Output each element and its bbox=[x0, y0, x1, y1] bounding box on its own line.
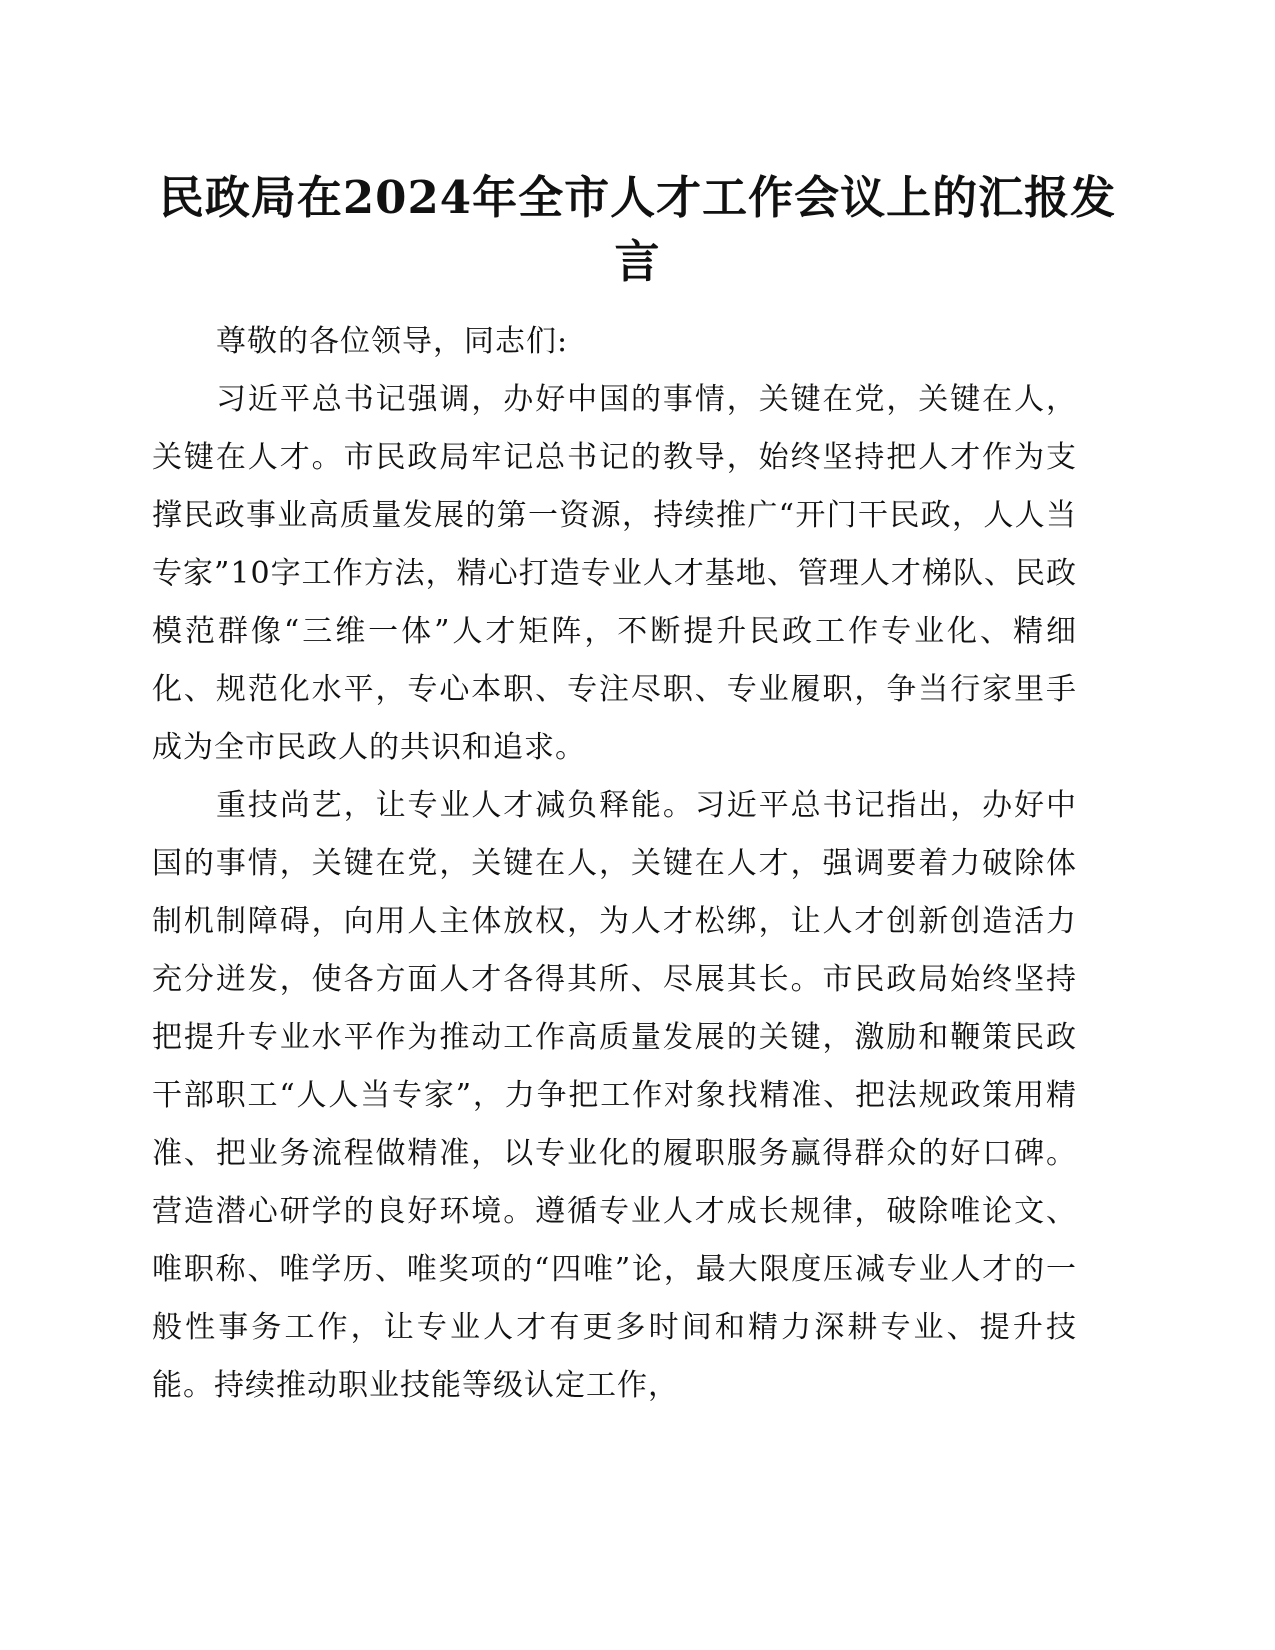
paragraph-2: 重技尚艺，让专业人才减负释能。习近平总书记指出，办好中国的事情，关键在党，关键在人，关键在人才，强调要着力破除体制机制障碍，向用人主体放权，为人才松绑，让人才创新创造活力充分迸发，使各方面人才各得其所、尽展其长。市民政局始终坚持把提升专业水平作为推动工作高质量发展的关键，激励和鞭策民政干部职工“人人当专家”，力争把工作对象找精准、把法规政策用精准、把业务流程做精准，以专业化的履职服务赢得群众的好口碑。营造潜心研学的良好环境。遵循专业人才成长规律，破除唯论文、唯职称、唯学历、唯奖项的“四唯”论，最大限度压减专业人才的一般性事务工作，让专业人才有更多时间和精力深耕专业、提升技能。持续推动职业技能等级认定工作， bbox=[152, 788, 1077, 1403]
salutation: 尊敬的各位领导，同志们: bbox=[216, 324, 569, 359]
document-title: 民政局在2024年全市人才工作会议上的汇报发言 bbox=[158, 171, 1117, 288]
document-body bbox=[152, 313, 1077, 1415]
paragraph-1: 习近平总书记强调，办好中国的事情，关键在党，关键在人，关键在人才。市民政局牢记总书记的教导，始终坚持把人才作为支撑民政事业高质量发展的第一资源，持续推广“开门干民政，人人当专家”10字工作方法，精心打造专业人才基地、管理人才梯队、民政模范群像“三维一体”人才矩阵，不断提升民政工作专业化、精细化、规范化水平，专心本职、专注尽职、专业履职，争当行家里手成为全市民政人的共识和追求。 bbox=[152, 382, 1077, 765]
